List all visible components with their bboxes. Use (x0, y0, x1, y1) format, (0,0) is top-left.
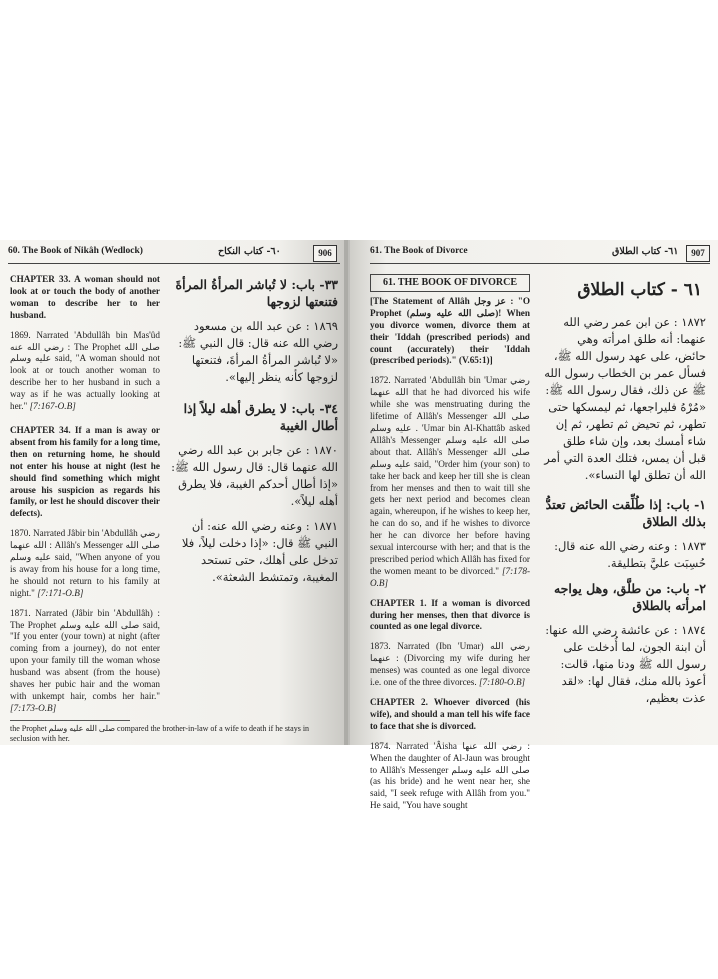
hadith-1870-ref: [7:171-O.B] (37, 587, 84, 598)
left-page (0, 240, 348, 745)
arabic-hadith-1872: ١٨٧٢ : عن ابن عمر رضي الله عنهما: أنه طلق امرأته وهي حائض، على عهد رسول الله ﷺ، فسأل عمر بن الخطاب رسول الله ﷺ عن ذلك، فقال رسول الله ﷺ: «مُرْهُ فليراجعها، ثم ليمسكها حتى تطهر، ثم تحيض ثم تطهر، ثم إن شاء أمسك بعد، وإن شاء طلق قبل أن يمس، فتلك العدة التي أمر الله أن تطلق لها النساء». (544, 315, 706, 482)
left-english-column (10, 274, 160, 723)
arabic-hadith-1874: ١٨٧٤ : عن عائشة رضي الله عنها: أن ابنة الجون، لما أُدخلت على رسول الله ﷺ ودنا منها، قالت: أعوذ بالله منك، فقال لها: «لقد عذت بعظيم، (545, 623, 706, 705)
right-header-rule (370, 263, 710, 264)
right-header-arabic: ٦١- كتاب الطلاق (612, 246, 679, 257)
arabic-chapter-34: ٣٤- باب: لا يطرق أهله ليلاً إذا أطال الغيبة (183, 401, 338, 433)
right-page-number: 907 (686, 245, 710, 262)
chapter-34-heading: CHAPTER 34. If a man is away or absent from his family for a long time, then on returning home, he should not enter his house at night (lest he should find something which might arouse his suspicion as regards his family, or lest he should discover their defects). (10, 424, 160, 519)
arabic-book-title: ٦١ - كتاب الطلاق (577, 280, 702, 300)
hadith-1869-ref: [7:167-O.B] (29, 401, 76, 412)
arabic-hadith-1869: ١٨٦٩ : عن عبد الله بن مسعود رضي الله عنه قال: قال النبي ﷺ: «لا تُباشر المرأةُ المرأةَ، فتنعتها لزوجها كأنه ينظر إليها». (178, 319, 338, 384)
footnote-rule (10, 720, 130, 721)
chapter-33-heading: CHAPTER 33. A woman should not look at or touch the body of another woman to describe her to her husband. (10, 274, 160, 320)
arabic-chapter-2: ٢- باب: من طلَّق، وهل يواجه امرأته بالطلاق (553, 581, 706, 613)
hadith-1873-ref: [7:180-O.B] (478, 677, 526, 688)
right-page (350, 240, 718, 811)
right-header-english: 61. The Book of Divorce (370, 246, 468, 256)
arabic-hadith-1870: ١٨٧٠ : عن جابر بن عبد الله رضي الله عنهما قال: قال رسول الله ﷺ: «إذا أطال أحدكم الغيبة، فلا يطرق أهله ليلاً». (171, 443, 338, 508)
arabic-chapter-33: ٣٣- باب: لا تُباشر المرأةُ المرأةَ فتنعتها لزوجها (175, 277, 338, 309)
chapter-1-heading: CHAPTER 1. If a woman is divorced during her menses, then that divorce is counted as one legal divorce. (370, 597, 530, 632)
left-arabic-column (168, 276, 338, 594)
left-header-arabic: ٦٠- كتاب النكاح (218, 246, 281, 257)
hadith-1870-text: 1870. Narrated Jâbir bin 'Abdullâh رضي الله عنهما : Allâh's Messenger صلى الله عليه وسلم said, "When anyone of you is away from his house for a long time, he should not return to his family at night." [7:171-O.B] (10, 528, 161, 598)
quran-statement: [The Statement of Allâh عز وجل : "O Prophet (صلى الله عليه وسلم)! When you divorce women, divorce them at their 'Iddah (prescribed periods) and count (accurately) their 'Iddah (prescribed periods)." (V.65:1)] (370, 295, 530, 366)
arabic-hadith-1873: ١٨٧٣ : وعنه رضي الله عنه قال: حُسِبَت عليَّ بتطليقة. (554, 539, 706, 570)
right-arabic-column (542, 314, 706, 715)
book-of-divorce-title-box: 61. THE BOOK OF DIVORCE (370, 274, 530, 292)
hadith-1873-text: 1873. Narrated (Ibn 'Umar) رضي الله عنهما : (Divorcing my wife during her menses) was counted as one legal divorce i.e. one of the three divorces. [7:180-O.B] (370, 641, 530, 688)
book-spread (0, 240, 718, 811)
hadith-1872-ref: [7:178-O.B] (370, 565, 531, 588)
arabic-hadith-1871: ١٨٧١ : وعنه رضي الله عنه: أن النبي ﷺ قال: «إذا دخلت ليلاً، فلا تدخل على أهلك، حتى تستحد المغيبة، وتمتشط الشعثة». (181, 519, 338, 584)
left-header-rule (8, 263, 340, 264)
chapter-2-heading: CHAPTER 2. Whoever divorced (his wife), and should a man tell his wife face to face that she is divorced. (370, 697, 530, 731)
left-page-number: 906 (313, 245, 337, 262)
hadith-1871-ref: [7:173-O.B] (10, 702, 57, 713)
hadith-1872-text: 1872. Narrated 'Abdullâh bin 'Umar رضي الله عنهما that he had divorced his wife while she was menstruating during the lifetime of Allâh's Messenger صلى الله عليه وسلم . 'Umar bin Al-Khattâb asked Allâh's Messenger صلى الله عليه وسلم about that. Allâh's Messenger صلى الله عليه وسلم said, "Order him (your son) to take her back and keep her till she is clean from her menses and then to wait till she gets her next period and becomes clean again, whereupon, if he wishes to keep her, he can do so, and if he wishes to divorce her he can divorce her before having sexual intercourse with her; and that is the prescribed period which Allâh has fixed for the women meant to be divorced." [7:178-O.B] (370, 375, 531, 588)
hadith-1871-text: 1871. Narrated (Jâbir bin 'Abdullâh) : The Prophet صلى الله عليه وسلم said, "If you enter (your town) at night (after coming from a journey), do not enter upon your family till the woman whose husband was absent (from the house) shaves her pubic hair and the woman with unkempt hair, combs her hair." [7:173-O.B] (10, 607, 160, 713)
right-english-column (370, 274, 530, 820)
hadith-1869-text: 1869. Narrated 'Abdullâh bin Mas'ûd رضي الله عنه : The Prophet صلى الله عليه وسلم said, "A woman should not look at or touch another woman to describe her to her husband in such a way as if he was actually looking at her." [7:167-O.B] (10, 329, 160, 412)
left-footnote: the Prophet صلى الله عليه وسلم compared the brother-in-law of a wife to death if he stays in seclusion with her. (10, 724, 310, 743)
arabic-chapter-1: ١- باب: إذا طُلِّقت الحائض تعتدُّ بذلك الطلاق (545, 497, 706, 529)
left-header-english: 60. The Book of Nikâh (Wedlock) (8, 246, 143, 256)
hadith-1874-text: 1874. Narrated 'Âisha رضي الله عنها : When the daughter of Al-Jaun was brought to Allâh's Messenger صلى الله عليه وسلم (as his bride) and he went near her, she said, "I seek refuge with Allâh from you." He said, "You have sought (370, 740, 530, 811)
